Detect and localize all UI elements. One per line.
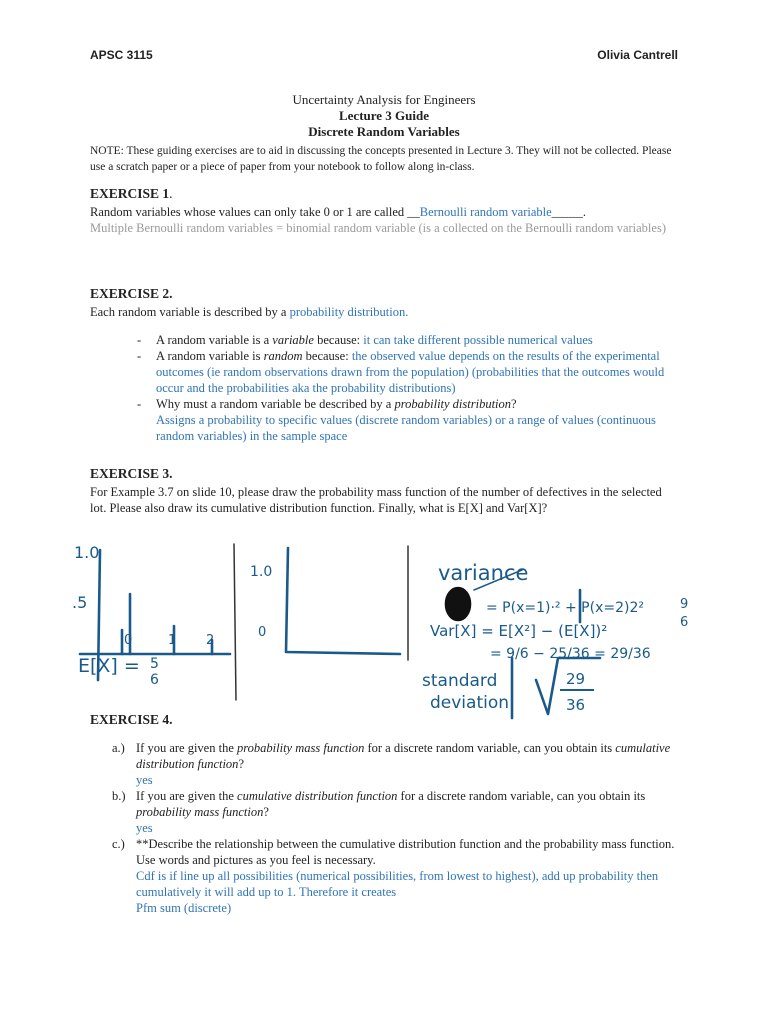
variance-line-1: = P(x=1)·² + P(x=2)2² <box>486 600 644 616</box>
item-answer-continued: Pfm sum (discrete) <box>136 901 232 915</box>
std-label-deviation: deviation <box>430 693 510 713</box>
exercise-3-heading: EXERCISE 3. <box>90 466 173 481</box>
list-item <box>90 396 680 444</box>
item-text: because: <box>302 349 352 363</box>
item-text: because: <box>313 333 364 347</box>
exercise-1-heading-text: EXERCISE 1 <box>90 186 170 201</box>
item-text: A random variable is <box>156 349 264 363</box>
item-text: for a discrete random variable, can you obtain its <box>397 789 646 803</box>
author-name: Olivia Cantrell <box>597 48 678 62</box>
list-item <box>90 348 680 396</box>
handwritten-sketches <box>60 530 700 720</box>
list-item <box>90 332 680 348</box>
exercise-1-extra: Multiple Bernoulli random variables = binomial random variable (is a collected on the Bernoulli random variables) <box>90 221 666 235</box>
exercise-1 <box>90 186 680 236</box>
variance-fraction-denominator: 6 <box>680 615 689 630</box>
exercise-2-prompt-before: Each random variable is described by a <box>90 305 290 319</box>
exercise-1-heading <box>90 186 680 202</box>
item-answer: the observed value depends on the results of the experimental outcomes (ie random observations drawn from the population) (probabilities that the outcomes would occur and the probabilities aka the probability distributions) <box>156 349 665 395</box>
cdf-axes <box>286 548 400 654</box>
exercise-2-answer: probability distribution. <box>289 305 409 319</box>
item-marker: c.) <box>112 837 125 851</box>
exercise-4 <box>90 712 680 916</box>
item-text: for a discrete random variable, can you obtain its <box>364 741 616 755</box>
exercise-2-heading: EXERCISE 2. <box>90 286 173 301</box>
expected-value-denominator: 6 <box>150 672 159 688</box>
cdf-y-top-label: 1.0 <box>250 564 273 580</box>
item-answer: yes <box>136 773 153 787</box>
list-item <box>90 836 680 916</box>
cdf-y-bottom-label: 0 <box>258 625 267 640</box>
item-text: Why must a random variable be described by a <box>156 397 395 411</box>
list-item <box>90 740 680 788</box>
exercise-2-prompt <box>90 304 680 320</box>
pmf-y-top-label: 1.0 <box>74 543 100 562</box>
item-text: ? <box>238 757 244 771</box>
pmf-x-label: 1 <box>168 633 177 648</box>
item-text: ? <box>263 805 269 819</box>
course-title: Uncertainty Analysis for Engineers <box>292 92 476 107</box>
exercise-1-heading-suffix: . <box>169 186 173 201</box>
item-text: If you are given the <box>136 741 238 755</box>
std-denominator: 36 <box>566 696 586 714</box>
item-text: ? <box>511 397 517 411</box>
item-text: A random variable is a <box>156 333 273 347</box>
item-answer: Cdf is if line up all possibilities (numerical possibilities, from lowest to highest), add up probability then cumulatively it will add up to 1. Therefore it creates <box>136 869 659 899</box>
exercise-4-list <box>90 740 680 916</box>
exercise-1-prompt-before: Random variables whose values can only take 0 or 1 are called __ <box>90 205 420 219</box>
item-emphasis: cumulative distribution function <box>136 741 671 771</box>
item-emphasis: probability distribution <box>394 397 512 411</box>
variance-line-3: = 9/6 − 25/36 = 29/36 <box>490 646 651 662</box>
std-numerator: 29 <box>566 670 586 688</box>
item-answer: yes <box>136 821 153 835</box>
pmf-x-label: 2 <box>206 633 215 648</box>
std-label-standard: standard <box>422 671 498 691</box>
item-marker: b.) <box>112 789 126 803</box>
pmf-y-mid-label: .5 <box>72 593 88 612</box>
variance-label: variance <box>438 561 529 585</box>
expected-value-label: E[X] = <box>78 655 140 677</box>
topic-title: Discrete Random Variables <box>308 124 460 139</box>
item-text: If you are given the <box>136 789 238 803</box>
expected-value-numerator: 5 <box>150 656 159 672</box>
item-answer: Assigns a probability to specific values (discrete random variables) or a range of values (continuous random variables) in the sample space <box>156 413 656 443</box>
item-answer: it can take different possible numerical values <box>363 333 593 347</box>
note-paragraph: NOTE: These guiding exercises are to aid in discussing the concepts presented in Lecture 3. They will not be collected. Please use a scratch paper or a piece of paper from your notebook to follow along in-class. <box>90 145 672 173</box>
item-emphasis: variable <box>272 333 314 347</box>
item-emphasis: random <box>263 349 303 363</box>
item-marker: a.) <box>112 741 125 755</box>
exercise-4-heading: EXERCISE 4. <box>90 712 173 727</box>
lecture-title: Lecture 3 Guide <box>338 108 430 123</box>
variance-line-2: Var[X] = E[X²] − (E[X])² <box>430 622 608 640</box>
exercise-2 <box>90 286 680 444</box>
variance-fraction-numerator: 9 <box>680 597 689 612</box>
course-code: APSC 3115 <box>90 48 153 62</box>
ink-blot <box>446 588 470 620</box>
item-emphasis: probability mass function <box>237 741 365 755</box>
exercise-1-answer: Bernoulli random variable <box>419 205 552 219</box>
list-item <box>90 788 680 836</box>
exercise-1-prompt <box>90 204 680 220</box>
exercise-3 <box>90 466 680 516</box>
pmf-x-label: 0 <box>124 633 133 648</box>
exercise-2-list <box>90 332 680 444</box>
item-emphasis: probability mass function <box>136 805 264 819</box>
exercise-3-prompt: For Example 3.7 on slide 10, please draw the probability mass function of the number of defectives in the selected lot. Please also draw its cumulative distribution function. Finally, what is E[X] and Var[X]? <box>90 485 662 515</box>
item-emphasis: cumulative distribution function <box>237 789 398 803</box>
item-text: **Describe the relationship between the cumulative distribution function and the probability mass function. Use words and pictures as you feel is necessary. <box>136 837 675 867</box>
title-block <box>0 92 768 140</box>
exercise-1-prompt-after: _____. <box>551 205 587 219</box>
